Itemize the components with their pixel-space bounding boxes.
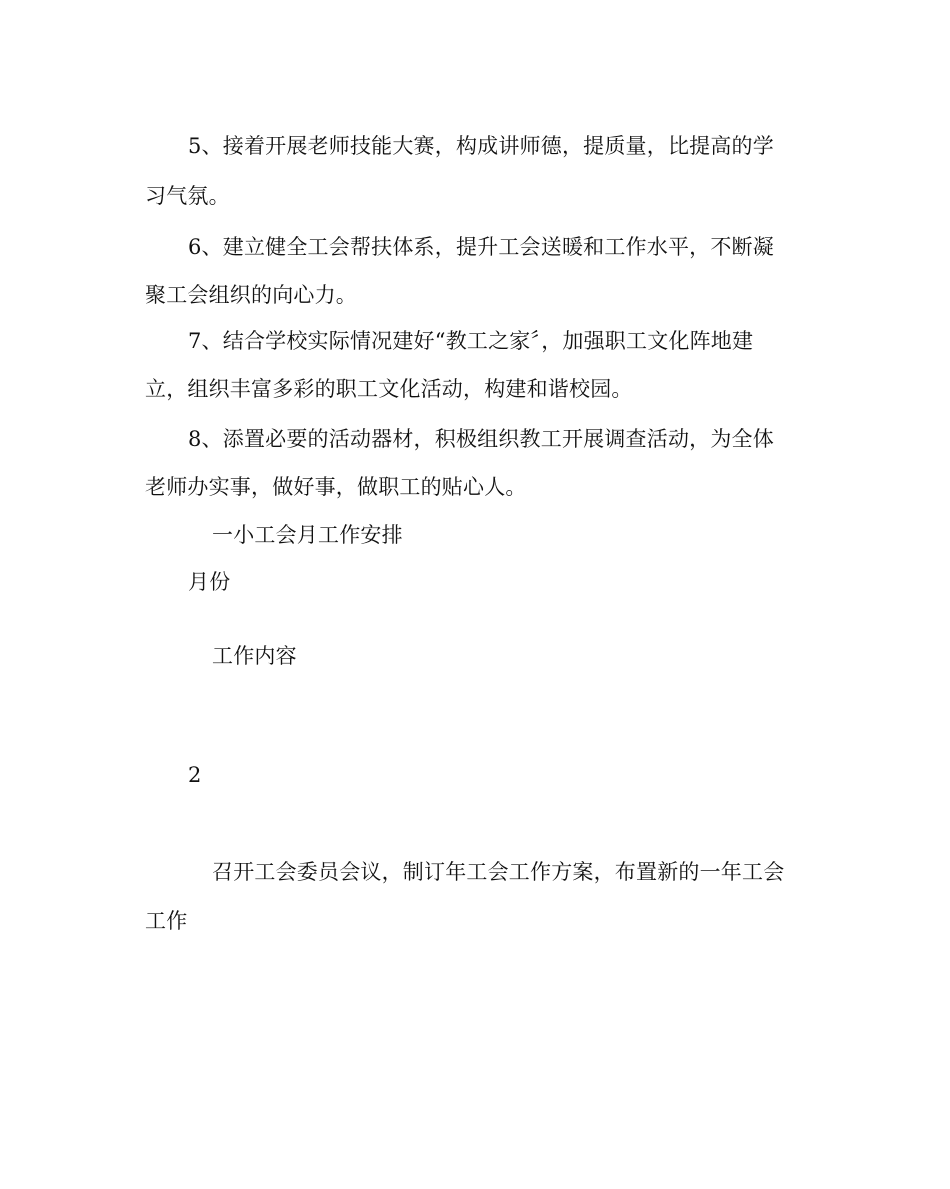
paragraph-5-line-1: 5、接着开展老师技能大赛，构成讲师德，提质量，比提高的学 <box>188 134 774 158</box>
paragraph-5-line-2: 习气氛。 <box>145 184 230 208</box>
paragraph-6-line-1: 6、建立健全工会帮扶体系，提升工会送暖和工作水平，不断凝 <box>188 235 774 259</box>
content-cell-line-1: 召开工会委员会议，制订年工会工作方案，布置新的一年工会 <box>212 860 785 884</box>
column-header-content: 工作内容 <box>212 644 297 668</box>
paragraph-6-line-2: 聚工会组织的向心力。 <box>145 283 357 307</box>
paragraph-7-line-1: 7、结合学校实际情况建好“教工之家〞，加强职工文化阵地建 <box>188 329 754 353</box>
column-header-month: 月份 <box>188 570 231 594</box>
paragraph-8-line-1: 8、添置必要的活动器材，积极组织教工开展调查活动，为全体 <box>188 427 774 451</box>
schedule-title: 一小工会月工作安排 <box>212 523 403 547</box>
paragraph-8-line-2: 老师办实事，做好事，做职工的贴心人。 <box>145 475 527 499</box>
content-cell-line-2: 工作 <box>145 909 188 933</box>
paragraph-7-line-2: 立，组织丰富多彩的职工文化活动，构建和谐校园。 <box>145 377 633 401</box>
month-cell: 2 <box>188 763 202 787</box>
